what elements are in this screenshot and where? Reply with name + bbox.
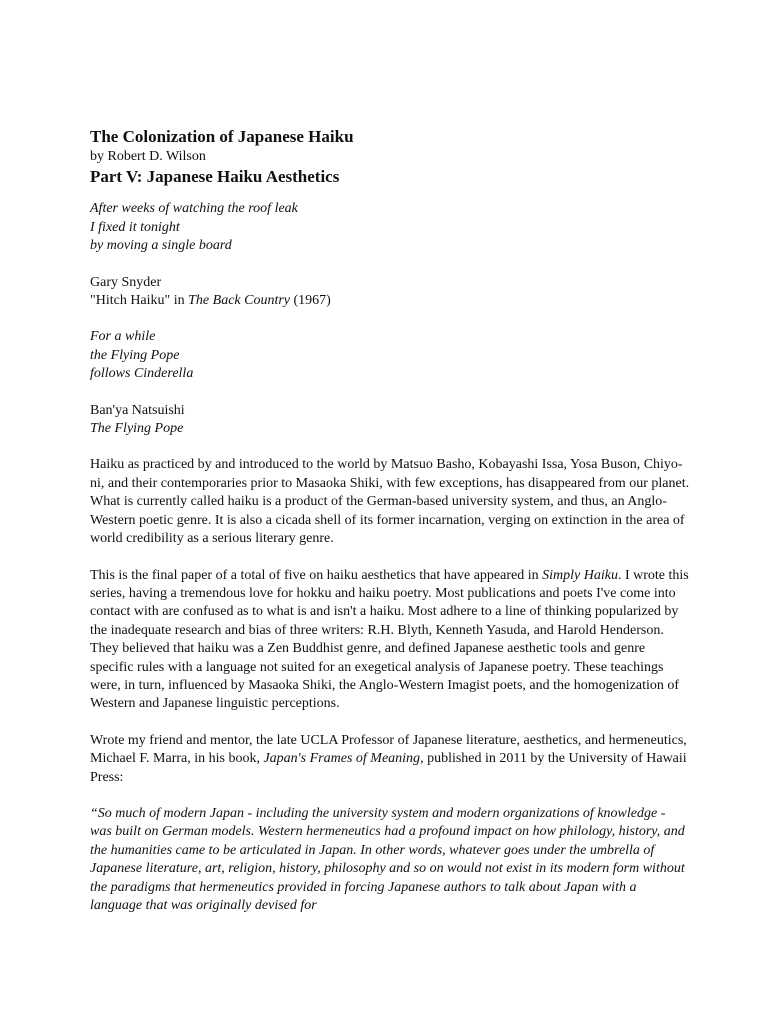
paragraph-text: This is the final paper of a total of five on haiku aesthetics that have appeared in	[90, 567, 543, 583]
poem-line: the Flying Pope	[90, 347, 180, 363]
poem-1-attribution	[90, 274, 690, 311]
source-title: The Back Country	[188, 293, 291, 309]
poem-line: follows Cinderella	[90, 366, 194, 382]
haiku-poem-2	[90, 328, 690, 383]
paragraph-text: Wrote my friend and mentor, the late UCLA Professor of Japanese literature, aesthetics, and hermeneutics, Michael F. Marra, in his book,	[90, 732, 687, 767]
paragraph-text: , published in 2011 by the University of Hawaii Press:	[90, 751, 687, 785]
poem-line: After weeks of watching the roof leak	[90, 201, 298, 217]
poem-source	[90, 420, 690, 438]
document-page	[90, 126, 690, 915]
source-suffix: (1967)	[290, 293, 331, 309]
publication-title: Simply Haiku	[542, 567, 618, 583]
poem-line: For a while	[90, 329, 156, 345]
author-byline: by Robert D. Wilson	[90, 149, 206, 164]
body-paragraph-1: Haiku as practiced by and introduced to the world by Matsuo Basho, Kobayashi Issa, Yosa Buson, Chiyo-ni, and their contemporaries prior to Masaoka Shiki, with few exceptions, has disappeared from our planet. What is currently called haiku is a product of the German-based university system, and thus, an Anglo-Western poetic genre. It is also a cicada shell of its former incarnation, verging on extinction in the area of world credibility as a serious literary genre.	[90, 457, 690, 547]
paragraph-text: . I wrote this series, having a tremendous love for hokku and haiku poetry. Most publications and poets I've come into contact with are confused as to what is and isn't a haiku. Most adhere to a line of thinking popularized by the inadequate research and bias of three writers: R.H. Blyth, Kenneth Yasuda, and Harold Henderson. They believed that haiku was a Zen Buddhist genre, and defined Japanese aesthetic tools and genre specific rules with a language not suited for an exegetical analysis of Japanese poetry. These teachings were, in turn, influenced by Masaoka Shiki, the Anglo-Western Imagist poets, and the homogenization of Western and Japanese linguistic perceptions.	[90, 567, 689, 712]
poem-author: Ban'ya Natsuishi	[90, 402, 185, 418]
book-title: Japan's Frames of Meaning	[263, 751, 421, 767]
poem-line: by moving a single board	[90, 238, 232, 254]
source-prefix: "Hitch Haiku" in	[90, 293, 189, 309]
body-paragraph-2	[90, 567, 690, 714]
poem-line: I fixed it tonight	[90, 219, 180, 235]
source-title: The Flying Pope	[90, 421, 184, 437]
poem-author: Gary Snyder	[90, 274, 162, 290]
document-title: The Colonization of Japanese Haiku	[90, 127, 354, 146]
poem-2-attribution	[90, 402, 690, 439]
poem-source	[90, 292, 690, 310]
haiku-poem-1	[90, 200, 690, 255]
block-quote: “So much of modern Japan - including the university system and modern organizations of knowledge - was built on German models. Western hermeneutics had a profound impact on how philology, history, and the humanities came to be articulated in Japan. In other words, whatever goes under the umbrella of Japanese literature, art, religion, history, philosophy and so on would not exist in its modern form without the paradigms that hermeneutics provided in forcing Japanese authors to talk about Japan with a language that was originally devised for	[90, 805, 685, 913]
section-heading: Part V: Japanese Haiku Aesthetics	[90, 167, 340, 187]
body-paragraph-3	[90, 732, 690, 787]
